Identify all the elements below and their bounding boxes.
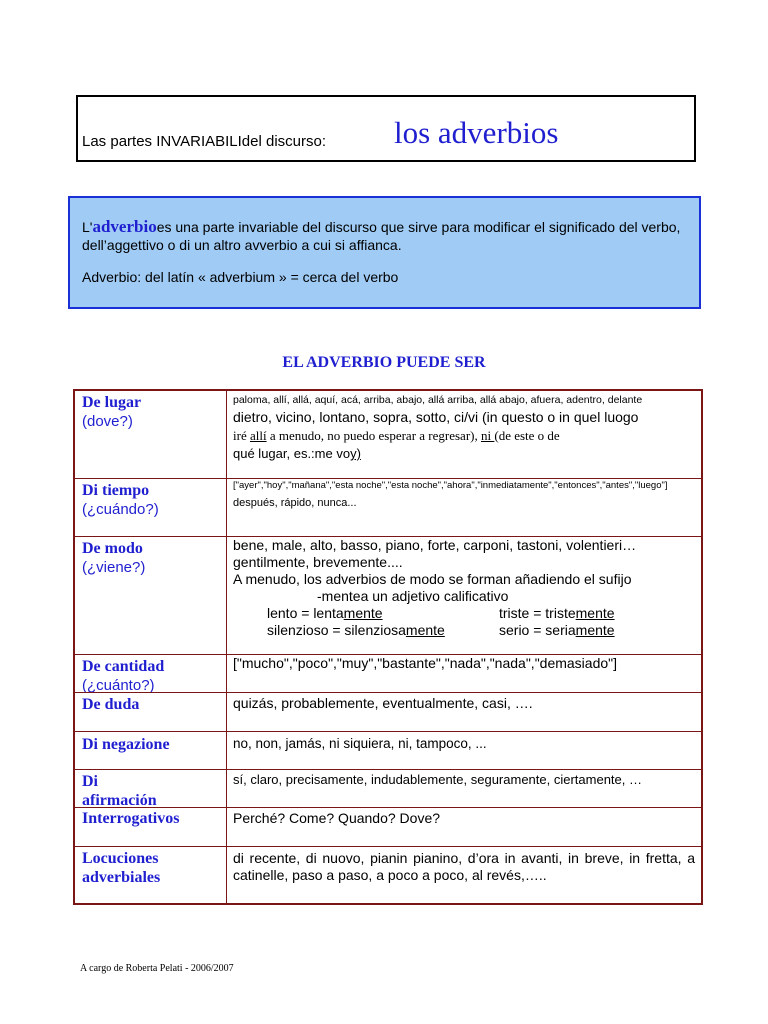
example-item [499,605,615,622]
definition-box [68,196,701,309]
example-base: lento = lenta [267,605,344,621]
category-label: De cantidad [82,658,165,675]
content-line [233,445,695,462]
definition-prefix: L' [82,219,93,235]
content-cell: ["mucho","poco","muy","bastante","nada","nada","demasiado"] [233,655,618,671]
category-label: Interrogativos [82,810,180,827]
definition-body: es una parte invariable del discurso que sirve para modificar el significado del verbo, dell’aggettivo o di un altro avverbio a cui si affianca. [82,219,681,253]
category-label: Di negazione [82,736,170,753]
content-cell [233,479,695,510]
category-cell [75,693,227,731]
category-label: Di [82,773,98,790]
content-cell: Perché? Come? Quando? Dove? [233,810,441,826]
category-label: De modo [82,540,143,557]
table-row-afirmacion [75,769,701,807]
title-box [76,95,696,162]
category-question: (¿cuándo?) [82,501,159,518]
example-suffix: mente [575,622,615,638]
adverb-table [73,389,703,905]
content-line: bene, male, alto, basso, piano, forte, carponi, tastoni, volentieri… [233,537,637,553]
example-suffix: mente [343,605,383,621]
category-cell [75,655,227,692]
category-label: Di tiempo [82,482,150,499]
content-cell: no, non, jamás, ni siquiera, ni, tampoco, ... [233,736,487,751]
content-line: después, rápido, nunca... [233,497,357,509]
category-cell [75,391,227,478]
category-label: adverbiales [82,869,161,886]
table-row-locuciones [75,846,701,903]
definition-etymology: Adverbio: del latín « adverbium » = cerca del verbo [82,269,399,285]
content-cell [233,537,695,639]
definition-text [82,218,692,254]
example-base: triste = triste [499,605,576,621]
content-cell: quizás, probablemente, eventualmente, casi, …. [233,695,533,711]
table-row-negazione [75,731,701,769]
example-line [233,622,695,639]
page-title: los adverbios [394,115,559,150]
content-line: -mentea un adjetivo calificativo [317,588,509,604]
footer-credit: A cargo de Roberta Pelati - 2006/2007 [80,963,234,974]
example-suffix: mente [405,622,445,638]
underlined-word: ni [480,428,495,443]
category-label: De lugar [82,394,142,411]
content-line: paloma, allí, allá, aquí, acá, arriba, abajo, allá arriba, allá abajo, afuera, adentro, delante [233,394,643,406]
text-span: a menudo, no puedo esperar a regresar), [266,428,481,443]
category-cell [75,808,227,846]
example-base: silenzioso = silenziosa [267,622,406,638]
content-line: A menudo, los adverbios de modo se forman añadiendo el sufijo [233,571,632,587]
text-span: (de este o de [494,428,560,443]
table-row-cantidad [75,654,701,692]
example-base: serio = seria [499,622,576,638]
text-span: qué lugar, es.:me vo [233,446,351,461]
table-row-modo [75,536,701,654]
title-subtitle: Las partes INVARIABILIdel discurso: [82,133,326,150]
definition-keyword: adverbio [92,217,157,236]
example-item [267,622,445,639]
underlined-word: y) [350,446,361,461]
underlined-word: allí [249,428,267,443]
category-cell [75,479,227,536]
category-question: (dove?) [82,413,133,430]
example-item [499,622,615,639]
content-line: gentilmente, brevemente.... [233,554,403,570]
category-cell [75,537,227,654]
section-title: EL ADVERBIO PUEDE SER [282,354,486,371]
category-cell [75,732,227,769]
content-line: ["ayer","hoy","mañana","esta noche","esta noche","ahora","inmediatamente","entonces","antes","luego"] [233,480,668,491]
example-line [233,605,695,622]
category-label: afirmación [82,792,157,809]
category-cell [75,770,227,807]
content-line [233,427,695,444]
category-question: (¿viene?) [82,559,146,576]
table-row-lugar [75,391,701,478]
content-line: dietro, vicino, lontano, sopra, sotto, ci/vi (in questo o in quel luogo [233,409,639,425]
category-cell [75,847,227,903]
content-cell: sí, claro, precisamente, indudablemente, seguramente, ciertamente, … [233,772,642,787]
table-row-duda [75,692,701,731]
content-cell: di recente, di nuovo, pianin pianino, d’ora in avanti, in breve, in fretta, a catinelle, paso a paso, a poco a poco, al revés,….. [233,850,695,883]
category-label: De duda [82,696,140,713]
text-span: iré [233,428,250,443]
category-label: Locuciones [82,850,159,867]
category-question: (¿cuánto?) [82,677,155,694]
table-row-tiempo [75,478,701,536]
table-row-interrogativos [75,807,701,846]
example-suffix: mente [575,605,615,621]
example-item [267,605,383,622]
content-cell [233,393,695,462]
